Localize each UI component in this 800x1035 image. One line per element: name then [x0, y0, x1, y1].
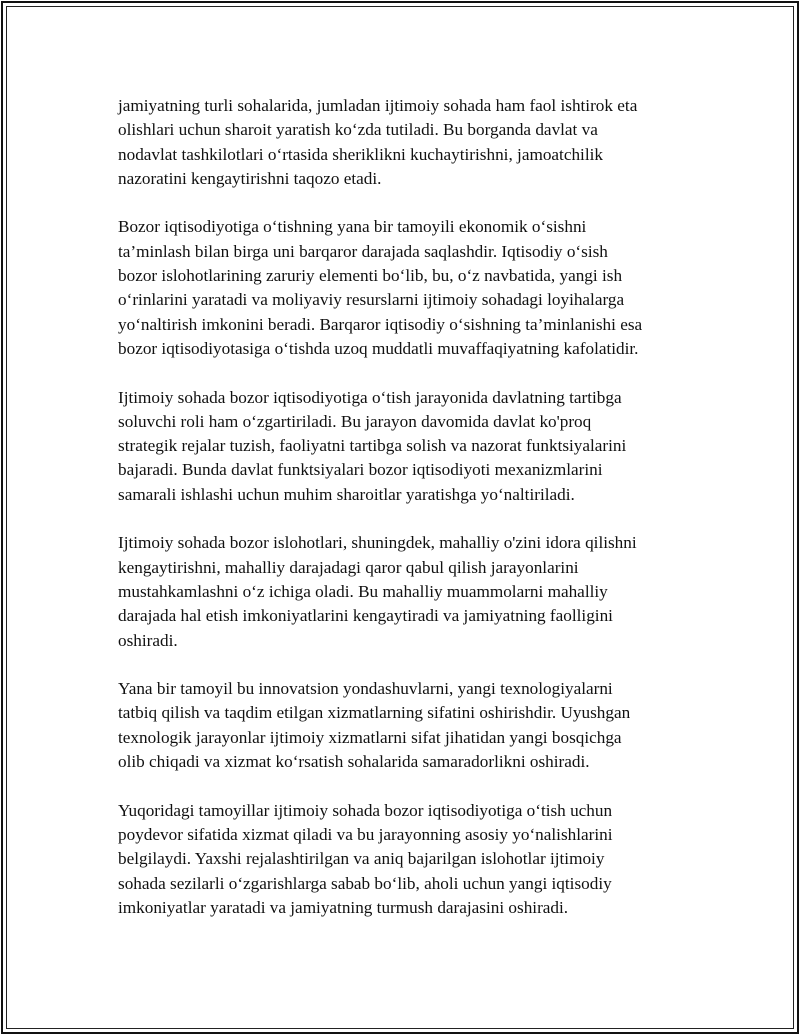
text-line: darajada hal etish imkoniyatlarini kengaytiradi va jamiyatning faolligini	[118, 606, 613, 626]
paragraph	[118, 386, 688, 507]
text-line: oshiradi.	[118, 630, 178, 650]
text-line: bozor islohotlarining zaruriy elementi bo‘lib, bu, o‘z navbatida, yangi ish	[118, 266, 623, 286]
text-line: strategik rejalar tuzish, faoliyatni tartibga solish va nazorat funktsiyalarini	[118, 436, 627, 456]
text-line: olishlari uchun sharoit yaratish ko‘zda tutiladi. Bu borganda davlat va	[118, 120, 598, 140]
text-line: Ijtimoiy sohada bozor iqtisodiyotiga o‘tish jarayonida davlatning tartibga	[118, 387, 622, 407]
text-line: ta’minlash bilan birga uni barqaror darajada saqlashdir. Iqtisodiy o‘sish	[118, 241, 608, 261]
text-line: nazoratini kengaytirishni taqozo etadi.	[118, 168, 382, 188]
paragraph	[118, 677, 688, 774]
text-line: Yuqoridagi tamoyillar ijtimoiy sohada bozor iqtisodiyotiga o‘tish uchun	[118, 800, 613, 820]
text-line: imkoniyatlar yaratadi va jamiyatning turmush darajasini oshiradi.	[118, 897, 569, 917]
text-line: Yana bir tamoyil bu innovatsion yondashuvlarni, yangi texnologiyalarni	[118, 679, 613, 699]
text-line: tatbiq qilish va taqdim etilgan xizmatlarning sifatini oshirishdir. Uyushgan	[118, 703, 631, 723]
document-body	[118, 94, 688, 944]
text-line: poydevor sifatida xizmat qiladi va bu jarayonning asosiy yo‘nalishlarini	[118, 824, 613, 844]
text-line: o‘rinlarini yaratadi va moliyaviy resurslarni ijtimoiy sohadagi loyihalarga	[118, 290, 625, 310]
text-line: bajaradi. Bunda davlat funktsiyalari bozor iqtisodiyoti mexanizmlarini	[118, 460, 603, 480]
text-line: sohada sezilarli o‘zgarishlarga sabab bo‘lib, aholi uchun yangi iqtisodiy	[118, 873, 612, 893]
text-line: jamiyatning turli sohalarida, jumladan ijtimoiy sohada ham faol ishtirok eta	[118, 96, 638, 115]
text-line: Ijtimoiy sohada bozor islohotlari, shuningdek, mahalliy o'zini idora qilishni	[118, 533, 637, 553]
paragraph	[118, 799, 688, 920]
paragraph	[118, 215, 688, 361]
text-line: mustahkamlashni o‘z ichiga oladi. Bu mahalliy muammolarni mahalliy	[118, 581, 608, 601]
text-line: Bozor iqtisodiyotiga o‘tishning yana bir tamoyili ekonomik o‘sishni	[118, 217, 587, 237]
text-line: belgilaydi. Yaxshi rejalashtirilgan va aniq bajarilgan islohotlar ijtimoiy	[118, 849, 605, 869]
text-line: samarali ishlashi uchun muhim sharoitlar yaratishga yo‘naltiriladi.	[118, 484, 575, 504]
text-line: texnologik jarayonlar ijtimoiy xizmatlarni sifat jihatidan yangi bosqichga	[118, 727, 622, 747]
paragraph	[118, 94, 688, 191]
text-line: olib chiqadi va xizmat ko‘rsatish sohalarida samaradorlikni oshiradi.	[118, 752, 590, 772]
text-line: kengaytirishni, mahalliy darajadagi qaror qabul qilish jarayonlarini	[118, 557, 579, 577]
text-line: yo‘naltirish imkonini beradi. Barqaror iqtisodiy o‘sishning ta’minlanishi esa	[118, 314, 643, 334]
text-line: nodavlat tashkilotlari o‘rtasida sheriklikni kuchaytirishni, jamoatchilik	[118, 144, 603, 164]
text-line: bozor iqtisodiyotasiga o‘tishda uzoq muddatli muvaffaqiyatning kafolatidir.	[118, 338, 639, 358]
text-line: soluvchi roli ham o‘zgartiriladi. Bu jarayon davomida davlat ko'proq	[118, 411, 592, 431]
paragraph	[118, 531, 688, 652]
